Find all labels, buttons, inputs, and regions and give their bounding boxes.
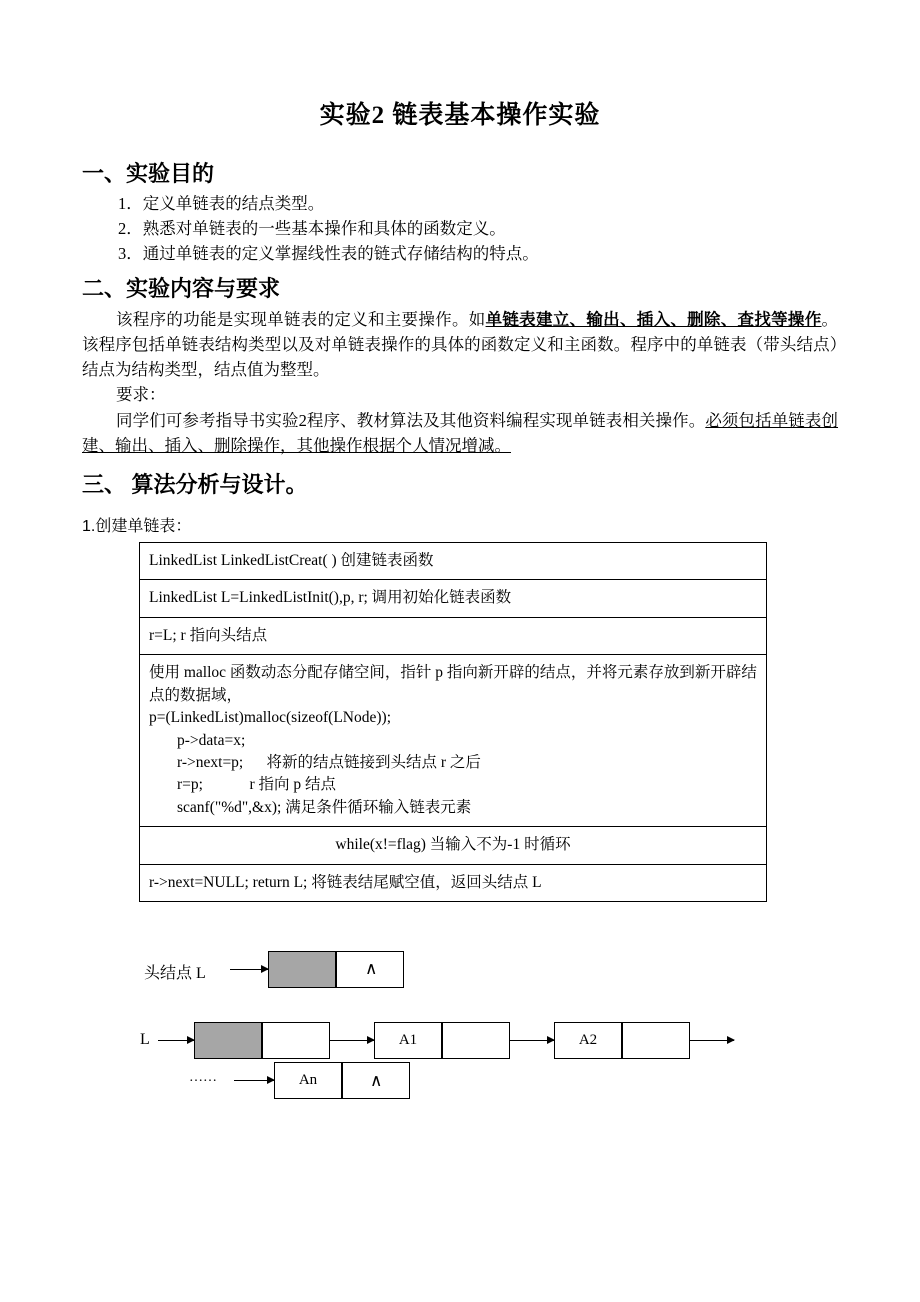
arrow-ellipsis-to-an xyxy=(234,1080,274,1081)
algo-row-return: r->next=NULL; return L; 将链表结尾赋空值，返回头结点 L xyxy=(140,864,767,901)
list-node-n-value: An xyxy=(298,1072,318,1089)
table-row xyxy=(140,580,767,617)
arrow-head-to-node xyxy=(230,969,268,970)
head-node-label: 头结点 L xyxy=(144,965,206,983)
algorithm-table xyxy=(139,542,767,903)
requirements-label: 要求： xyxy=(116,385,166,405)
algo-row-while: while(x!=flag) 当输入不为-1 时循环 xyxy=(140,827,767,864)
nil-symbol-tail: ∧ xyxy=(370,1071,383,1091)
list-node-2-next xyxy=(622,1022,690,1059)
code-line-malloc: p=(LinkedList)malloc(sizeof(LNode)); xyxy=(149,709,392,727)
req-text-bold: 单链表建立、输出、插入、删除、查找等操作 xyxy=(485,310,822,330)
list-node-2-data xyxy=(554,1022,622,1059)
ellipsis-label: …… xyxy=(189,1070,217,1086)
algorithm-label: 1.创建单链表： xyxy=(82,517,192,535)
head-node-data-cell xyxy=(268,951,336,988)
code-line-scanf: scanf("%d",&x); 满足条件循环输入链表元素 xyxy=(177,798,472,816)
list-node-1-value: A1 xyxy=(398,1032,418,1049)
list-head-label: L xyxy=(140,1031,150,1049)
list-node-1-data xyxy=(374,1022,442,1059)
page-title: 实验2 链表基本操作实验 xyxy=(319,102,601,129)
section-heading-2: 二、实验内容与要求 xyxy=(82,276,281,302)
code-line-advance: r=p; r 指向 p 结点 xyxy=(177,776,336,794)
algo-row-function-decl: LinkedList LinkedListCreat( ) 创建链表函数 xyxy=(140,542,767,579)
algo-row-head-pointer: r=L; r 指向头结点 xyxy=(140,617,767,654)
requirements-paragraph xyxy=(82,307,838,382)
arrow-l-to-first xyxy=(158,1040,194,1041)
section-heading-1: 一、实验目的 xyxy=(82,161,215,186)
objective-item-2: 2．熟悉对单链表的一些基本操作和具体的函数定义。 xyxy=(118,218,506,238)
req-detail-plain: 同学们可参考指导书实验2程序、教材算法及其他资料编程实现单链表相关操作。 xyxy=(116,410,706,430)
list-node-0-data xyxy=(194,1022,262,1059)
code-line-next: r->next=p; 将新的结点链接到头结点 r 之后 xyxy=(177,754,481,771)
list-node-1-next xyxy=(442,1022,510,1059)
table-row xyxy=(140,864,767,901)
objective-item-1: 1．定义单链表的结点类型。 xyxy=(118,194,325,213)
malloc-intro-text: 使用 malloc 函数动态分配存储空间，指针 p 指向新开辟的结点，并将元素存放到新开辟结点的数据域， xyxy=(149,664,757,704)
arrow-2-to-next xyxy=(690,1040,734,1041)
table-row xyxy=(140,655,767,827)
algo-row-malloc-block xyxy=(140,655,767,827)
list-node-2-value: A2 xyxy=(578,1032,598,1049)
table-row xyxy=(140,542,767,579)
table-row xyxy=(140,827,767,864)
objective-item-3: 3．通过单链表的定义掌握线性表的链式存储结构的特点。 xyxy=(118,243,539,263)
list-node-n-data xyxy=(274,1062,342,1099)
requirements-detail xyxy=(82,408,838,458)
req-text-a: 该程序的功能是实现单链表的定义和主要操作。如 xyxy=(116,310,486,330)
section-heading-3: 三、 算法分析与设计。 xyxy=(82,471,308,497)
arrow-0-to-1 xyxy=(330,1040,374,1041)
table-row xyxy=(140,617,767,654)
algo-row-init: LinkedList L=LinkedListInit(),p, r; 调用初始化链表函数 xyxy=(140,580,767,617)
list-node-0-next xyxy=(262,1022,330,1059)
req-text-c: 。该程序包括单链表结构类型以及对单链表操作的具体的函数定义和主函数。程序中的单链表（带头结点）结点为结构类型，结点值为整型。 xyxy=(82,310,839,380)
code-line-data: p->data=x; xyxy=(177,731,246,749)
linked-list-diagram xyxy=(82,938,838,1138)
nil-symbol-head: ∧ xyxy=(365,959,378,979)
req-detail-underline: 必须包括单链表创建、输出、插入、删除操作，其他操作根据个人情况增减。 xyxy=(82,410,839,455)
arrow-1-to-2 xyxy=(510,1040,554,1041)
